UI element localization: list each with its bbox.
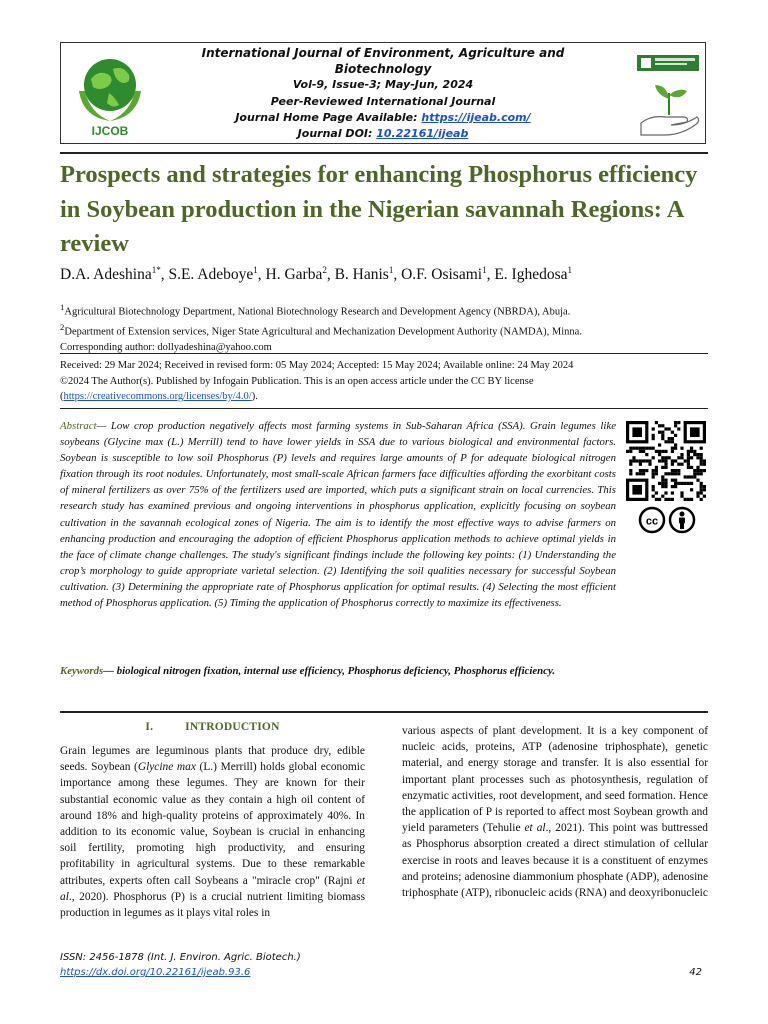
footer-issn: ISSN: 2456-1878 (Int. J. Environ. Agric. Biotech.) xyxy=(60,952,301,963)
author: S.E. Adeboye$^1$ xyxy=(168,265,258,284)
author: D.A. Adeshina$^{1*}$ xyxy=(60,265,161,284)
abstract: Abstract— Low crop production negatively affects most farming systems in Sub-Saharan Africa (SSA). Grain legumes like soybeans (Glycine max (L.) Merrill) tend to have lower yields in SSA due to various biological and environmental factors. Soybean is susceptible to low soil Phosphorus (P) levels and requires large amounts of P for adequate biological nitrogen fixation through its root nodules. Unfortunately, most small-scale African farmers face difficulties affording the exorbitant costs of mineral fertilizers as over 75% of the fertilizers used are imported, which puts a significant strain on local currencies. This research study has examined previous and ongoing interventions in phosphorus application, explicitly focusing on soybean cultivation in the savannah ecological zones of Nigeria. The aim is to identify the most effective ways to advise farmers on enhancing production and encouraging the adoption of efficient Phosphorus application methods to achieve optimal yields in the face of climate change challenges. The study's significant findings include the following key points: (1) Understanding the crop’s morphology to guide appropriate varietal selection. (2) Identifying the soil qualities necessary for successful Soybean cultivation. (3) Determining the appropriate rate of Phosphorus application for optimal results. (4) Selecting the most efficient method of Phosphorus application. (5) Timing the application of Phosphorus correctly to maximize its effectiveness. xyxy=(60,420,616,610)
affiliation-1: $^1$Agricultural Biotechnology Department, National Biotechnology Research and Development Agency (NBRDA), Abuja. xyxy=(60,302,571,318)
license-statement: ©2024 The Author(s). Published by Infogain Publication. This is an open access article under the CC BY license xyxy=(60,375,534,387)
author: H. Garba$^2$ xyxy=(265,265,327,284)
author: B. Hanis$^1$ xyxy=(334,265,394,284)
license-link[interactable]: https://creativecommons.org/licenses/by/4.0/ xyxy=(63,391,252,402)
abstract-label: Abstract xyxy=(60,420,97,432)
qr-code-icon[interactable] xyxy=(622,421,710,501)
hand-plant-icon xyxy=(633,49,703,139)
article-title: Prospects and strategies for enhancing Phosphorus efficiency in Soybean production in the Nigerian savannah Regions: A review xyxy=(60,161,698,257)
intro-column-left: Grain legumes are leguminous plants that produce dry, edible seeds. Soybean (Glycine max (L.) Merrill) holds global economic importance among these legumes. They are known for their substantial economic value as they contain a high oil content of around 18% and high-quality proteins of approximately 40%. In addition to its economic value, Soybean is crucial in enhancing soil fertility, promoting high productivity, and ensuring profitability in agricultural systems. Due to these remarkable attributes, experts often call Soybeans a "miracle crop" (Rajni et al., 2020). Phosphorus (P) is a crucial nutrient limiting biomass production in legumes as it plays vital roles in xyxy=(60,745,365,920)
journal-review: Peer-Reviewed International Journal xyxy=(270,94,496,108)
cc-by-license-icon xyxy=(638,505,698,535)
keywords-text: biological nitrogen fixation, internal use efficiency, Phosphorus deficiency, Phosphorus efficiency. xyxy=(116,665,556,677)
corresponding-author: Corresponding author: dollyadeshina@yahoo.com xyxy=(60,342,272,353)
publication-info xyxy=(60,358,720,405)
intro-column-right: various aspects of plant development. It is a key component of nucleic acids, proteins, ATP (adenosine triphosphate), genetic material, and energy storage and transfer. It is also essential for important plant processes such as photosynthesis, regulation of enzymatic activities, root development, and seed formation. Hence the application of P is reported to affect most Soybean growth and yield parameters (Tehulie et al., 2021). This point was buttressed as Phosphorus absorption created a direct stimulation of cellular exercise in roots and leaves because it is a constituent of enzymes and proteins; adenosine diammonium phosphate (ADP), adenosine triphosphate (ATP), ribonucleic acids (RNA) and deoxyribonucleic xyxy=(402,725,708,900)
journal-name: International Journal of Environment, Agriculture and Biotechnology xyxy=(201,46,565,77)
journal-homepage: Journal Home Page Available: https://ijeab.com/ xyxy=(235,110,531,124)
page-footer xyxy=(60,950,708,980)
publication-dates: Received: 29 Mar 2024; Received in revised form: 05 May 2024; Accepted: 15 May 2024; Available online: 24 May 2024 xyxy=(60,360,574,371)
journal-header xyxy=(60,42,706,144)
affiliation-2: $^2$Department of Extension services, Niger State Agricultural and Mechanization Development Authority (NAMDA), Minna. xyxy=(60,322,582,338)
journal-homepage-link[interactable]: https://ijeab.com/ xyxy=(421,110,531,124)
cc-text: cc xyxy=(645,515,659,528)
journal-info xyxy=(173,45,593,142)
page-number: 42 xyxy=(689,967,702,978)
keywords-label: Keywords xyxy=(60,665,104,677)
journal-logo-text: IJCOB xyxy=(91,124,129,138)
license-link-line: (https://creativecommons.org/licenses/by/4.0/). xyxy=(60,391,258,402)
author-list: D.A. Adeshina$^{1*}$, S.E. Adeboye$^1$, H. Garba$^2$, B. Hanis$^1$, O.F. Osisami$^1$, E. Ighedosa$^1$ xyxy=(60,265,573,284)
journal-doi: Journal DOI: 10.22161/ijeab xyxy=(297,127,469,141)
journal-issue: Vol-9, Issue-3; May-Jun, 2024 xyxy=(292,78,474,92)
section-heading-introduction: I. INTRODUCTION xyxy=(145,721,280,733)
dates-divider-top xyxy=(60,353,708,354)
journal-logo-icon xyxy=(69,49,151,139)
abstract-text: Low crop production negatively affects most farming systems in Sub-Saharan Africa (SSA). Grain legumes like soybeans (Glycine max (L.) Merrill) tend to have lower yields in SSA due to various biological and environmental factors. Soybean is susceptible to low soil Phosphorus (P) levels and requires large amounts of P for adequate biological nitrogen fixation through its root nodules. Unfortunately, most small-scale African farmers face difficulties affording the exorbitant costs of mineral fertilizers as over 75% of the fertilizers used are imported, which puts a significant strain on local currencies. This research study has examined previous and ongoing interventions in phosphorus application, explicitly focusing on soybean cultivation in the savannah ecological zones of Nigeria. The aim is to identify the most effective ways to advise farmers on enhancing production and encouraging the adoption of efficient Phosphorus application methods to achieve optimal yields in the face of climate change challenges. The study's significant findings include the following key points: (1) Understanding the crop’s morphology to guide appropriate varietal selection. (2) Identifying the soil qualities necessary for successful Soybean cultivation. (3) Determining the appropriate rate of Phosphorus application for optimal results. (4) Selecting the most efficient method of Phosphorus application. (5) Timing the application of Phosphorus correctly to maximize its effectiveness. xyxy=(60,420,616,610)
header-divider xyxy=(60,152,708,154)
abstract-divider xyxy=(60,711,708,713)
author: O.F. Osisami$^1$ xyxy=(401,265,487,284)
footer-doi-link[interactable]: https://dx.doi.org/10.22161/ijeab.93.6 xyxy=(60,967,251,978)
keywords: Keywords— biological nitrogen fixation, internal use efficiency, Phosphorus deficiency, Phosphorus efficiency. xyxy=(60,665,556,677)
author: E. Ighedosa$^1$ xyxy=(494,265,573,284)
affiliations xyxy=(60,300,720,356)
dates-divider-bottom xyxy=(60,408,708,409)
journal-doi-link[interactable]: 10.22161/ijeab xyxy=(376,127,469,141)
